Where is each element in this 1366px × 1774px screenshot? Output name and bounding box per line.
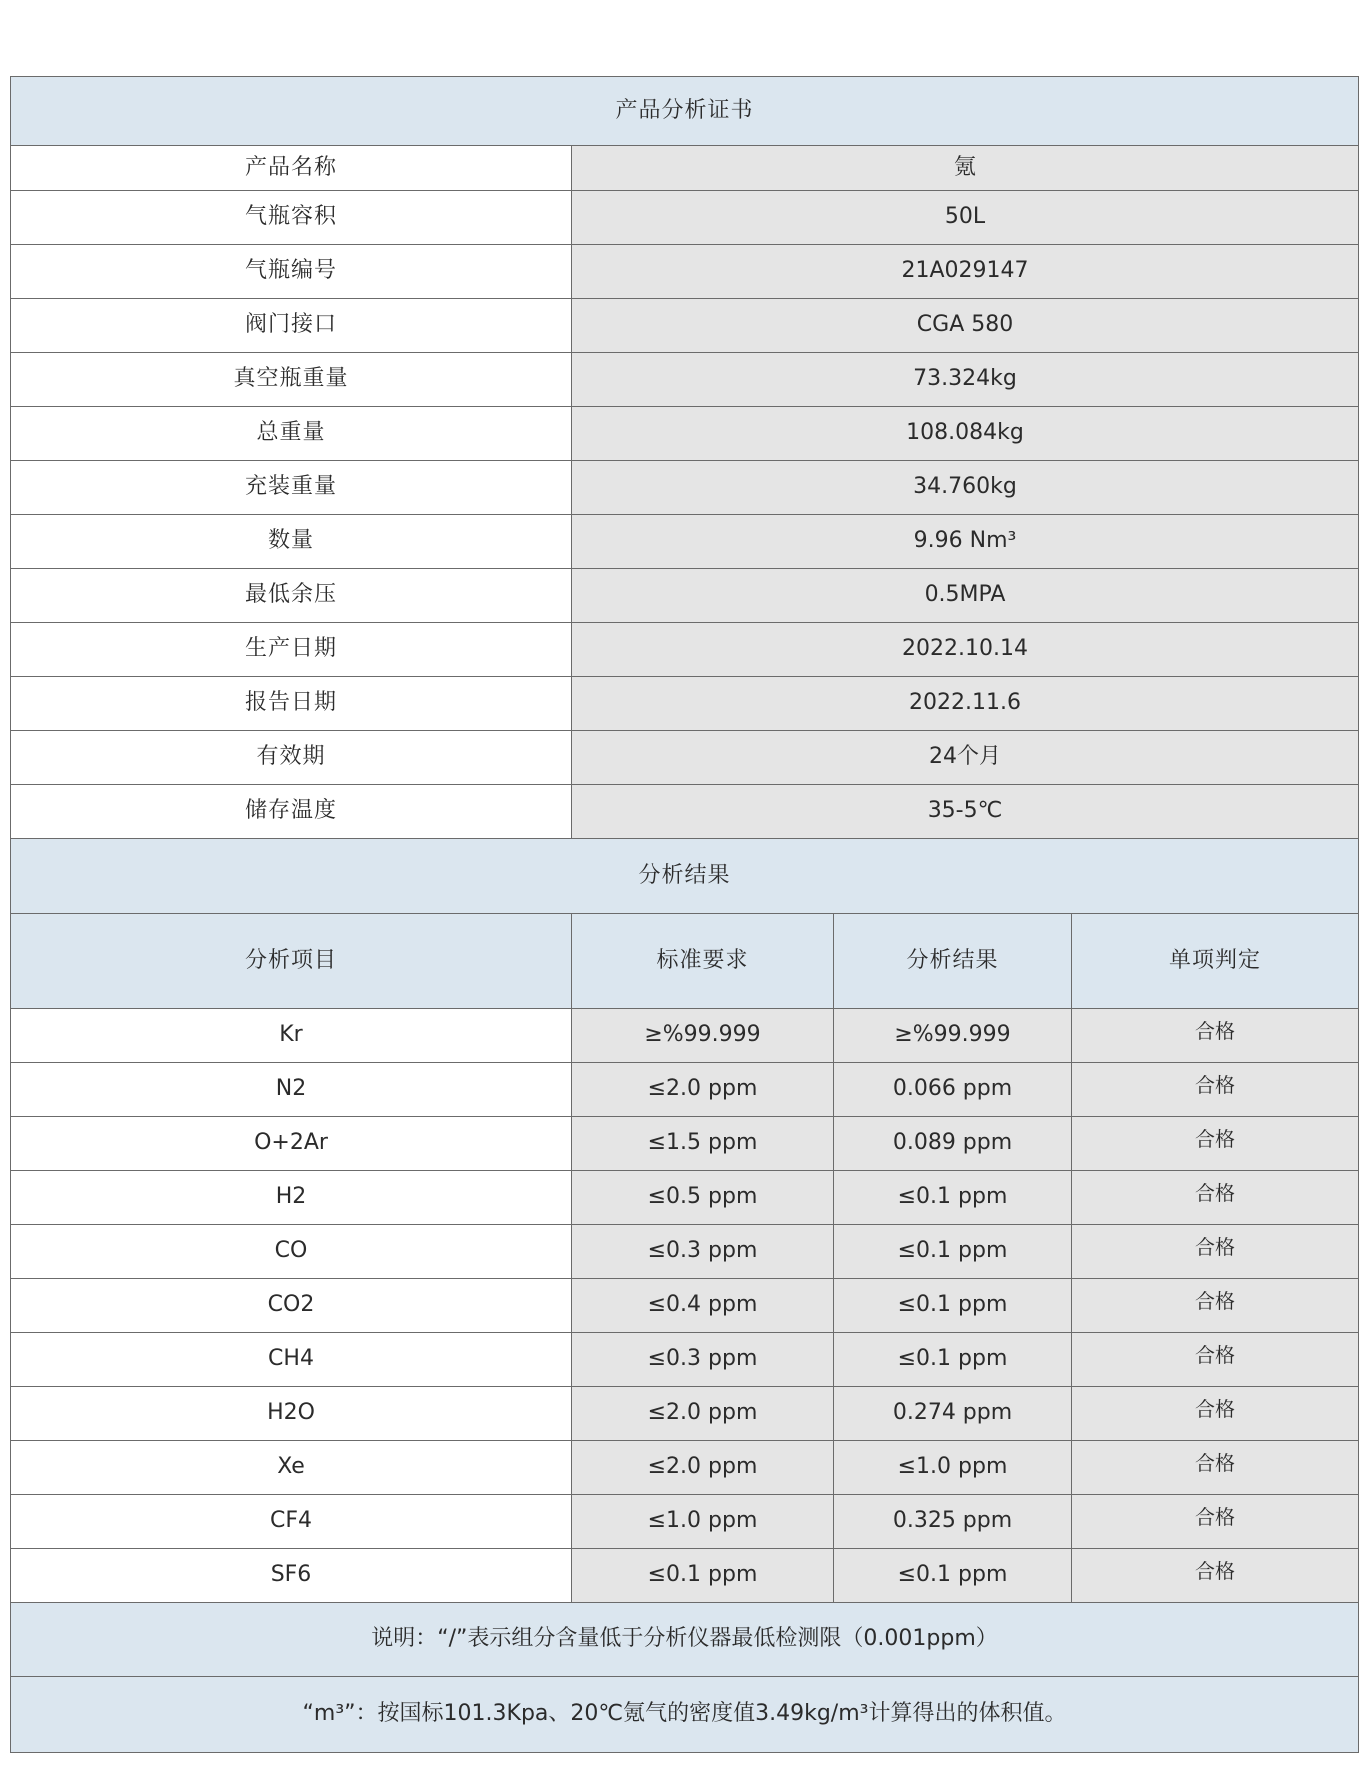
analysis-row [11,1225,1359,1279]
analysis-result: ≤1.0 ppm [834,1441,1072,1495]
item-verdict: 合格 [1195,1289,1235,1314]
info-label: 真空瓶重量 [11,353,572,407]
verdict-cell [1072,1117,1359,1171]
item-verdict: 合格 [1195,1073,1235,1098]
verdict-cell [1072,1279,1359,1333]
item-verdict: 合格 [1195,1505,1235,1530]
analysis-row [11,1333,1359,1387]
info-value: 34.760kg [572,461,1359,515]
standard-requirement: ≤0.5 ppm [572,1171,834,1225]
note-row [11,1603,1359,1677]
item-verdict: 合格 [1195,1559,1235,1584]
column-header: 分析结果 [834,914,1072,1009]
analysis-row [11,1117,1359,1171]
analysis-item: CO2 [11,1279,572,1333]
standard-requirement: ≤0.4 ppm [572,1279,834,1333]
verdict-cell [1072,1063,1359,1117]
info-label: 储存温度 [11,785,572,839]
analysis-item: CO [11,1225,572,1279]
standard-requirement: ≤1.5 ppm [572,1117,834,1171]
info-value: 2022.11.6 [572,677,1359,731]
analysis-item: SF6 [11,1549,572,1603]
verdict-cell [1072,1441,1359,1495]
item-verdict: 合格 [1195,1235,1235,1260]
certificate-body [11,77,1359,1753]
info-value: CGA 580 [572,299,1359,353]
verdict-cell [1072,1225,1359,1279]
analysis-result: ≤0.1 ppm [834,1171,1072,1225]
standard-requirement: ≤0.1 ppm [572,1549,834,1603]
item-verdict: 合格 [1195,1181,1235,1206]
note-text: “m³”：按国标101.3Kpa、20℃氪气的密度值3.49kg/m³计算得出的体积值。 [11,1677,1359,1753]
info-value: 73.324kg [572,353,1359,407]
standard-requirement: ≤0.3 ppm [572,1333,834,1387]
analysis-row [11,1549,1359,1603]
analysis-item: CH4 [11,1333,572,1387]
info-label: 数量 [11,515,572,569]
info-row [11,731,1359,785]
title-row [11,77,1359,146]
info-label: 气瓶编号 [11,245,572,299]
info-row [11,299,1359,353]
analysis-result: 0.089 ppm [834,1117,1072,1171]
info-row [11,677,1359,731]
info-row [11,245,1359,299]
item-verdict: 合格 [1195,1019,1235,1044]
analysis-result: ≥%99.999 [834,1009,1072,1063]
verdict-cell [1072,1549,1359,1603]
info-row [11,146,1359,191]
info-label: 生产日期 [11,623,572,677]
info-row [11,353,1359,407]
info-value: 氪 [572,146,1359,191]
analysis-item: Xe [11,1441,572,1495]
standard-requirement: ≤1.0 ppm [572,1495,834,1549]
info-value: 35-5℃ [572,785,1359,839]
info-row [11,191,1359,245]
certificate-title: 产品分析证书 [11,77,1359,146]
info-row [11,407,1359,461]
analysis-result: 0.325 ppm [834,1495,1072,1549]
info-label: 总重量 [11,407,572,461]
info-label: 阀门接口 [11,299,572,353]
analysis-result: ≤0.1 ppm [834,1279,1072,1333]
info-value: 24个月 [572,731,1359,785]
info-value: 0.5MPA [572,569,1359,623]
info-row [11,461,1359,515]
analysis-item: N2 [11,1063,572,1117]
standard-requirement: ≤0.3 ppm [572,1225,834,1279]
standard-requirement: ≤2.0 ppm [572,1441,834,1495]
info-label: 有效期 [11,731,572,785]
verdict-cell [1072,1009,1359,1063]
info-row [11,515,1359,569]
analysis-result: 0.066 ppm [834,1063,1072,1117]
standard-requirement: ≤2.0 ppm [572,1387,834,1441]
analysis-row [11,1387,1359,1441]
analysis-row [11,1009,1359,1063]
info-value: 108.084kg [572,407,1359,461]
info-value: 2022.10.14 [572,623,1359,677]
info-label: 报告日期 [11,677,572,731]
standard-requirement: ≥%99.999 [572,1009,834,1063]
info-value: 9.96 Nm³ [572,515,1359,569]
analysis-row [11,1171,1359,1225]
analysis-section-title: 分析结果 [11,839,1359,914]
info-label: 产品名称 [11,146,572,191]
analysis-row [11,1441,1359,1495]
info-label: 充装重量 [11,461,572,515]
info-row [11,623,1359,677]
info-value: 21A029147 [572,245,1359,299]
item-verdict: 合格 [1195,1397,1235,1422]
verdict-cell [1072,1333,1359,1387]
info-row [11,569,1359,623]
column-header: 标准要求 [572,914,834,1009]
item-verdict: 合格 [1195,1451,1235,1476]
analysis-row [11,1495,1359,1549]
note-row [11,1677,1359,1753]
analysis-result: ≤0.1 ppm [834,1225,1072,1279]
analysis-row [11,1063,1359,1117]
analysis-header-row [11,914,1359,1009]
info-row [11,785,1359,839]
analysis-item: H2 [11,1171,572,1225]
column-header: 单项判定 [1072,914,1359,1009]
analysis-result: ≤0.1 ppm [834,1333,1072,1387]
verdict-cell [1072,1495,1359,1549]
analysis-result: ≤0.1 ppm [834,1549,1072,1603]
item-verdict: 合格 [1195,1127,1235,1152]
verdict-cell [1072,1387,1359,1441]
analysis-item: O+2Ar [11,1117,572,1171]
column-header: 分析项目 [11,914,572,1009]
item-verdict: 合格 [1195,1343,1235,1368]
info-label: 气瓶容积 [11,191,572,245]
analysis-item: H2O [11,1387,572,1441]
analysis-result: 0.274 ppm [834,1387,1072,1441]
info-value: 50L [572,191,1359,245]
info-label: 最低余压 [11,569,572,623]
standard-requirement: ≤2.0 ppm [572,1063,834,1117]
analysis-section-row [11,839,1359,914]
analysis-row [11,1279,1359,1333]
analysis-item: CF4 [11,1495,572,1549]
note-text: 说明：“/”表示组分含量低于分析仪器最低检测限（0.001ppm） [11,1603,1359,1677]
certificate-table [10,76,1359,1753]
analysis-item: Kr [11,1009,572,1063]
verdict-cell [1072,1171,1359,1225]
